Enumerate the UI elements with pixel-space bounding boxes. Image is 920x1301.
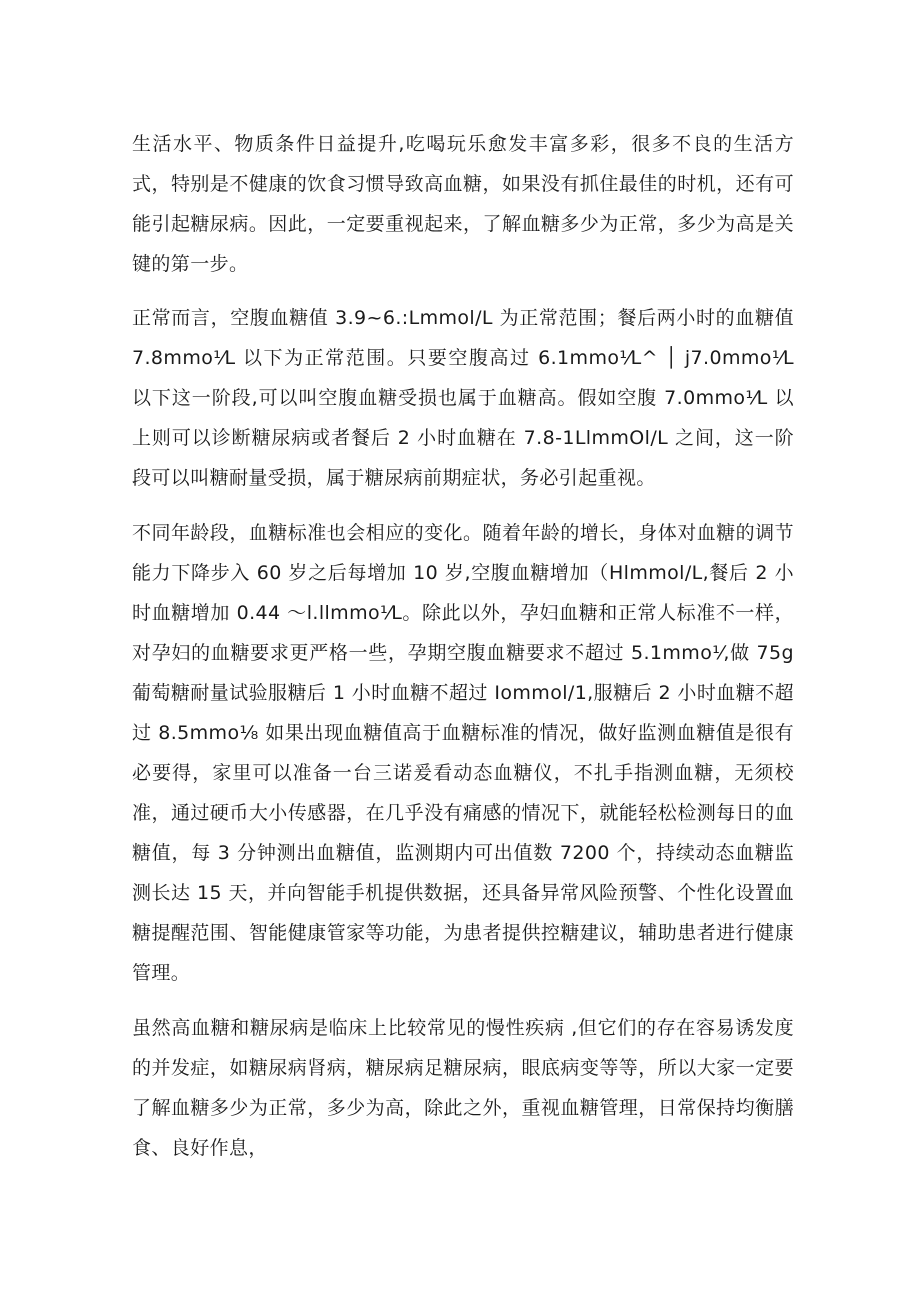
paragraph-normal-range: 正常而言，空腹血糖值 3.9~6.:Lmmol/L 为正常范围；餐后两小时的血糖值 7.8mmo⅟L 以下为正常范围。只要空腹高过 6.1mmo⅟L^ │ j7.0mmo⅟L 以下这一阶段,可以叫空腹血糖受损也属于血糖高。假如空腹 7.0mmo⅟L 以上则可以诊断糖尿病或者餐后 2 小时血糖在 7.8-1LlmmOl/L 之间，这一阶段可以叫糖耐量受损，属于糖尿病前期症状，务必引起重视。 xyxy=(132,307,794,489)
paragraph-complications: 虽然高血糖和糖尿病是临床上比较常见的慢性疾病 ,但它们的存在容易诱发度的并发症，如糖尿病肾病，糖尿病足糖尿病，眼底病变等等，所以大家一定要了解血糖多少为正常，多少为高，除此之外，重视血糖管理，日常保持均衡膳食、良好作息， xyxy=(132,1017,794,1159)
paragraph-intro: 生活水平、物质条件日益提升,吃喝玩乐愈发丰富多彩，很多不良的生活方式，特别是不健康的饮食习惯导致高血糖，如果没有抓住最佳的时机，还有可能引起糖尿病。因此，一定要重视起来，了解血糖多少为正常，多少为高是关键的第一步。 xyxy=(132,133,794,275)
document-page xyxy=(132,124,794,1183)
paragraph-age-standards: 不同年龄段，血糖标准也会相应的变化。随着年龄的增长，身体对血糖的调节能力下降步入 60 岁之后每增加 10 岁,空腹血糖增加（Hlmmol/L,餐后 2 小时血糖增加 0.44 〜l.llmmo⅟L。除此以外，孕妇血糖和正常人标准不一样，对孕妇的血糖要求更严格一些，孕期空腹血糖要求不超过 5.1mmo⅟,做 75g 葡萄糖耐量试验服糖后 1 小时血糖不超过 Iommol/1,服糖后 2 小时血糖不超过 8.5mmo⅟₈ 如果出现血糖值高于血糖标准的情况，做好监测血糖值是很有必要得，家里可以准备一台三诺爰看动态血糖仪，不扎手指测血糖，无须校准，通过硬币大小传感器，在几乎没有痛感的情况下，就能轻松检测每日的血糖值，每 3 分钟测出血糖值，监测期内可出值数 7200 个，持续动态血糖监测长达 15 天，并向智能手机提供数据，还具备异常风险预警、个性化设置血糖提醒范围、智能健康管家等功能，为患者提供控糖建议，辅助患者进行健康管理。 xyxy=(132,522,794,984)
